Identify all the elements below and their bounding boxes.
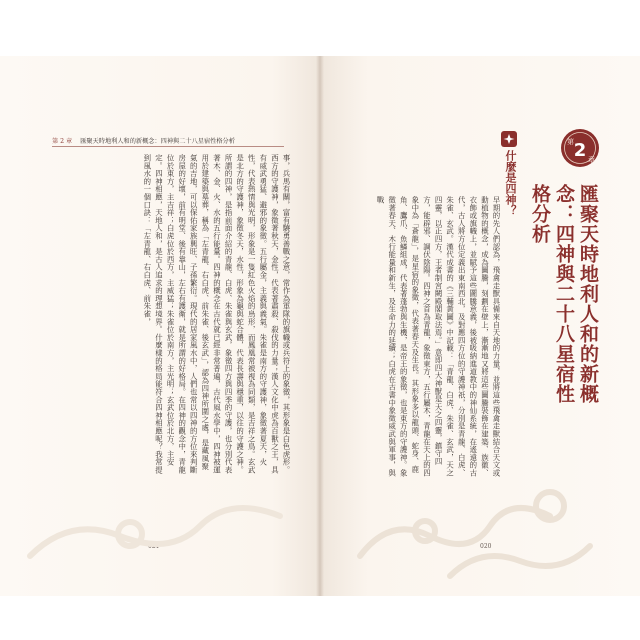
page-number-left: 021 — [148, 543, 160, 550]
gutter-shadow — [316, 56, 324, 596]
running-head-chapter: 第 2 章 — [52, 138, 73, 145]
chapter-badge-label: 第 — [567, 138, 574, 146]
left-body-text: 事，兵馬有關，富有驍勇善戰之意，常作為軍隊的旗幟或兵符上的象徵，其形象是白色虎形。西方的守護神，象徵著秋天，金性，代表著肅殺、殺伐的力量；漢人文化中虎為百獸之王，具有威武勇猛、避邪的象徵。五行屬金，主義與義氣。朱雀是南方的守護神，象徵著夏天，火性，代表熱情與光明，形象是一隻紅色火焰的鳥形，而鳳凰常被視為同類，是吉祥之鳥。玄武是北方的守護神，象徵冬天，水性，形象為龜與蛇合體，代表長壽與穩重，以往的守護之神。所謂的四神，是指前面介紹的青龍、白虎、朱雀與玄武，象徵四方與四季的守護，也分別代表著木、金、火、水的五行能量。四神的概念在古代就已經非常普遍，古代風水學中，四神被運用於建築與墓葬，稱為「左青龍、右白虎、前朱雀、後玄武」，認為四神所圍之處，是藏風聚氣的吉地，可以保佑家族興旺、子孫繁衍。現代的居家風水中，人們也常以四神的方位來判斷房屋的好壞，前有明堂、後有靠山，左右有護衛，就是所謂的好格局。在四神的觀念中，青龍位於東方，主吉祥；白虎位於西方，主威猛；朱雀位於南方，主光明；玄武位於北方，主安定。四神相應，天地人和，是古人追求的理想境界。什麼樣的格局能符合四神相應呢？我常提到風水的一個口訣：「左青龍、右白虎、前朱雀， — [142, 154, 291, 474]
page-number-right: 020 — [480, 543, 492, 550]
section-marker-icon — [500, 130, 518, 148]
right-body-text: 早期的先人們認為，飛禽走獸具備來自天地的力量，並將這些飛禽走獸結合天文或動植物的概念，成為圖騰，刻劃在壁上，漸漸地又將這些圖騰裝飾在建築、族徽、衣飾或旗幟上，並賦予這些圖騰意義，後被吸納進道教中的神仙系統，在遙遠的古代，古人將方位定義出東南西北，及對應四方位的守護神祇，分別是青龍、白虎、朱雀、玄武。漢代成書的《三輔黃圖》中記載：「青龍、白虎、朱雀、玄武，天之四靈，以正四方，王者制宮闕殿閣取法焉。」意即四大神獸是天之四靈，鎮守四方，能辟邪、調伏陰陽。四神之首為青龍，象徵東方，五行屬木，青龍在天上的四象中為「蒼龍」，是星宿的象徵，代表著春天及生長。其形象多以龍頭、蛇身、鹿角、鷹爪、魚鱗組成，代表著蓬勃與生機，是帝王的象徵，也是東方的守護神。象徵著春天、木行能量和新生，及生命力的延續；白虎在古書中象徵威武與軍事，與戰 — [376, 196, 501, 477]
chapter-badge-icon — [560, 128, 600, 168]
cloud-ornament-icon — [330, 436, 630, 586]
chapter-badge-suffix: 章 — [588, 156, 595, 164]
chapter-badge-number: 2 — [573, 140, 587, 161]
chapter-title: 匯聚天時地利人和的新概念：四神與二十八星宿性格分析 — [529, 184, 599, 404]
header-rule — [52, 146, 284, 147]
running-head-title: 匯聚天時地利人和的新概念：四神與二十八星宿性格分析 — [80, 138, 235, 145]
section-title: 什麼是四神？ — [504, 150, 517, 216]
cloud-ornament-left-icon — [10, 416, 310, 586]
running-head — [52, 136, 235, 145]
